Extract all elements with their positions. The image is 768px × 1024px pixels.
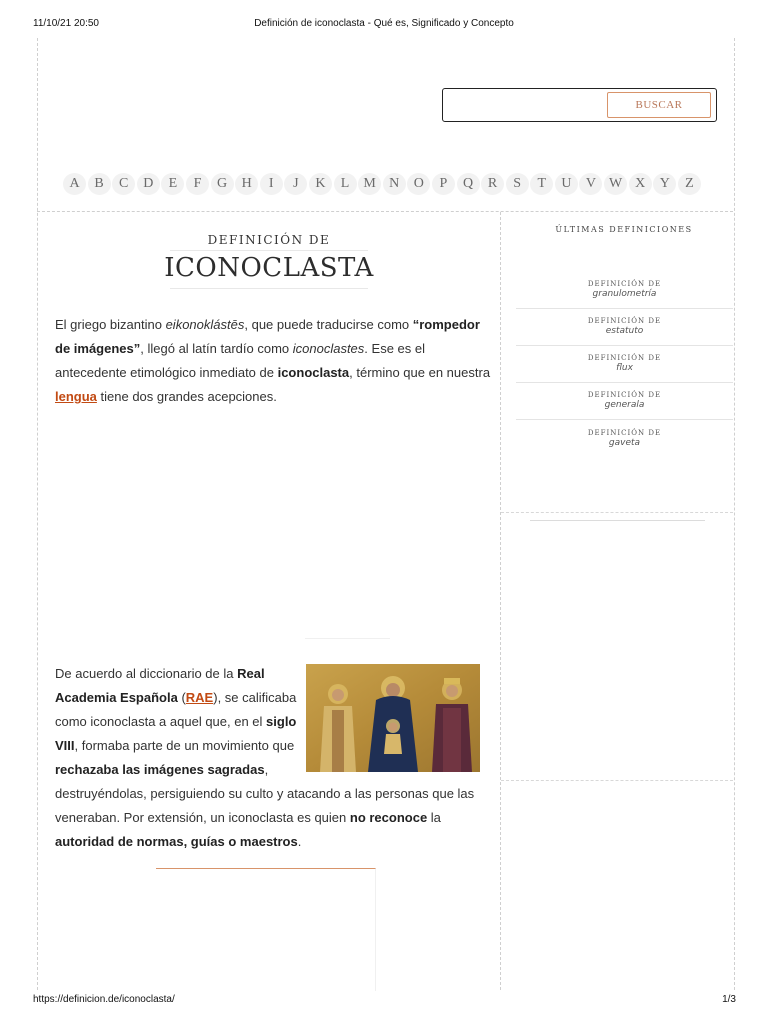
ad-divider — [305, 638, 390, 639]
alphabet-letter-w[interactable]: W — [604, 173, 627, 195]
sidebar-divider — [530, 520, 705, 521]
byzantine-mosaic-image — [306, 664, 480, 772]
sidebar-item-term: generala — [604, 400, 645, 410]
title-rule — [170, 288, 368, 289]
alphabet-letter-s[interactable]: S — [506, 173, 529, 195]
paragraph-etymology: El griego bizantino eikonoklástēs, que puede traducirse como “rompedor de imágenes”, llegó al latín tardío como iconoclastes. Ese es el antecedente etimológico inmediato de iconoclasta, término que en nuestra lengua tiene dos grandes acepciones. — [55, 317, 491, 404]
page-title: ICONOCLASTA — [164, 253, 374, 283]
search-button[interactable]: BUSCAR — [607, 92, 711, 118]
sidebar-item-granulometría[interactable] — [516, 272, 733, 309]
sidebar-item-term: granulometría — [592, 289, 657, 299]
sidebar-item-generala[interactable] — [516, 383, 733, 420]
ad-placeholder — [156, 868, 376, 991]
alphabet-letter-b[interactable]: B — [88, 173, 111, 195]
alphabet-letter-t[interactable]: T — [530, 173, 553, 195]
kicker-rule — [170, 250, 368, 251]
alphabet-letter-l[interactable]: L — [334, 173, 357, 195]
sidebar-item-gaveta[interactable] — [516, 420, 733, 457]
alphabet-letter-v[interactable]: V — [579, 173, 602, 195]
alphabet-letter-d[interactable]: D — [137, 173, 160, 195]
sidebar-item-flux[interactable] — [516, 346, 733, 383]
alphabet-letter-j[interactable]: J — [284, 173, 307, 195]
print-url: https://definicion.de/iconoclasta/ — [33, 994, 175, 1005]
link-rae[interactable]: RAE — [185, 690, 214, 705]
sidebar-item-kicker: DEFINICIÓN DE — [587, 317, 662, 325]
alphabet-letter-a[interactable]: A — [63, 173, 86, 195]
alphabet-letter-o[interactable]: O — [407, 173, 430, 195]
alphabet-letter-z[interactable]: Z — [678, 173, 701, 195]
sidebar-item-kicker: DEFINICIÓN DE — [587, 280, 662, 288]
alphabet-letter-y[interactable]: Y — [653, 173, 676, 195]
alphabet-letter-f[interactable]: F — [186, 173, 209, 195]
alphabet-letter-k[interactable]: K — [309, 173, 332, 195]
alphabet-index — [63, 173, 701, 195]
latest-definitions-list — [516, 272, 733, 457]
sidebar-heading: ÚLTIMAS DEFINICIONES — [555, 225, 693, 234]
sidebar-item-kicker: DEFINICIÓN DE — [587, 354, 662, 362]
paragraph-rae-intro: De acuerdo al diccionario de la Real Academia Española (RAE), se calificaba como iconoclasta a aquel que, en el siglo VIII, formaba parte de un movimiento que rechazaba las imágenes sagradas, — [55, 666, 297, 777]
print-page-number: 1/3 — [722, 994, 736, 1005]
definition-kicker: DEFINICIÓN DE — [207, 233, 331, 247]
print-document-title: Definición de iconoclasta - Qué es, Significado y Concepto — [254, 18, 514, 29]
paragraph-rae-continuation: destruyéndolas, persiguiendo su culto y atacando a las personas que las veneraban. Por extensión, un iconoclasta es quien no reconoce la autoridad de normas, guías o maestros. — [55, 786, 475, 849]
print-footer — [0, 994, 768, 1010]
alphabet-letter-n[interactable]: N — [383, 173, 406, 195]
alphabet-letter-r[interactable]: R — [481, 173, 504, 195]
link-lengua[interactable]: lengua — [55, 389, 97, 404]
sidebar-divider — [501, 780, 733, 781]
alphabet-letter-e[interactable]: E — [161, 173, 184, 195]
alphabet-letter-q[interactable]: Q — [457, 173, 480, 195]
alphabet-letter-i[interactable]: I — [260, 173, 283, 195]
sidebar-item-term: estatuto — [605, 326, 644, 336]
print-header — [0, 18, 768, 34]
alphabet-letter-m[interactable]: M — [358, 173, 381, 195]
sidebar-divider — [501, 512, 733, 513]
sidebar-item-term: gaveta — [608, 437, 641, 448]
sidebar-item-estatuto[interactable] — [516, 309, 733, 346]
sidebar-item-term: flux — [616, 363, 633, 373]
alphabet-letter-u[interactable]: U — [555, 173, 578, 195]
sidebar-item-kicker: DEFINICIÓN DE — [587, 391, 662, 399]
section-divider — [37, 211, 733, 212]
column-divider — [500, 212, 501, 990]
sidebar-item-kicker: DEFINICIÓN DE — [587, 428, 662, 437]
alphabet-letter-g[interactable]: G — [211, 173, 234, 195]
print-datetime: 11/10/21 20:50 — [33, 18, 99, 29]
alphabet-letter-c[interactable]: C — [112, 173, 135, 195]
alphabet-letter-h[interactable]: H — [235, 173, 258, 195]
alphabet-letter-p[interactable]: P — [432, 173, 455, 195]
alphabet-letter-x[interactable]: X — [629, 173, 652, 195]
